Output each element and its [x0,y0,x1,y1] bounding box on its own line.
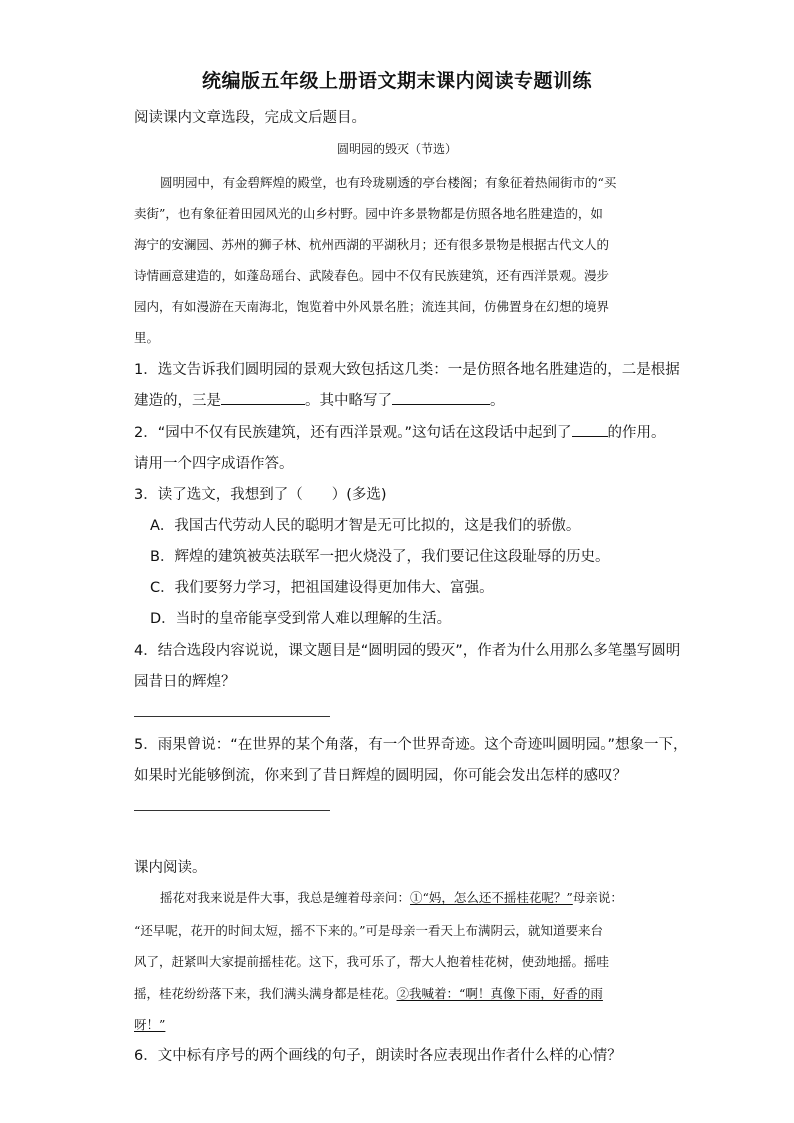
answer-blank[interactable] [221,390,305,405]
passage-line: 园内，有如漫游在天南海北，饱览着中外风景名胜；流连其间，仿佛置身在幻想的境界 [134,299,610,314]
passage-title: 圆明园的毁灭（节选） [336,142,457,156]
underlined-sentence-1: ①“妈，怎么还不摇桂花呢？” [410,890,573,905]
passage2-text: 摇，桂花纷纷落下来，我们满头满身都是桂花。 [134,986,397,1001]
question-2-text-b: 的作用。 [607,425,666,441]
question-2-text-a: 2．“园中不仅有民族建筑，还有西洋景观。”这句话在这段话中起到了 [134,425,572,441]
question-5-line-1: 5．雨果曾说：“在世界的某个角落，有一个世界奇迹。这个奇迹叫圆明园。”想象一下， [134,737,688,753]
question-6-line-1: 6．文中标有序号的两个画线的句子，朗读时各应表现出作者什么样的心情？ [134,1048,622,1064]
answer-line[interactable] [134,716,330,717]
question-2-line-1 [134,421,666,442]
question-1-text-c: 。 [490,393,505,409]
question-5-line-2: 如果时光能够倒流，你来到了昔日辉煌的圆明园，你可能会发出怎样的感叹？ [134,768,627,784]
passage2-line [160,888,623,906]
underlined-sentence-2: ②我喊着：“啊！真像下雨，好香的雨 [396,986,603,1001]
reading-instruction: 阅读课内文章选段，完成文后题目。 [134,110,366,126]
section-heading: 课内阅读。 [134,860,207,876]
question-1-line-2 [134,389,505,410]
question-3-option-a[interactable]: A．我国古代劳动人民的聪明才智是无可比拟的，这是我们的骄傲。 [150,518,581,534]
passage2-line [134,1015,165,1033]
question-3-option-c[interactable]: C．我们要努力学习，把祖国建设得更加伟大、富强。 [150,580,494,596]
passage-line: 海宁的安澜园、苏州的狮子林、杭州西湖的平湖秋月；还有很多景物是根据古代文人的 [134,237,610,252]
question-3-stem: 3．读了选文，我想到了（ ）(多选) [134,487,387,503]
underlined-sentence-2-end: 呀！” [134,1017,166,1032]
passage2-text: 摇花对我来说是件大事，我总是缠着母亲问： [160,890,411,905]
passage-line: 卖街”，也有象征着田园风光的山乡村野。园中许多景物都是仿照各地名胜建造的，如 [134,206,603,221]
page-title: 统编版五年级上册语文期末课内阅读专题训练 [201,70,592,92]
question-4-line-1: 4．结合选段内容说说，课文题目是“圆明园的毁灭”，作者为什么用那么多笔墨写圆明 [134,643,681,659]
answer-line[interactable] [134,810,330,811]
passage2-line [134,984,603,1002]
question-1-text-a: 建造的，三是 [134,393,221,409]
question-1-text-b: 。其中略写了 [305,393,392,409]
question-2-line-2: 请用一个四字成语作答。 [134,456,294,472]
passage2-line: “还早呢，花开的时间太短，摇不下来的。”可是母亲一看天上布满阴云，就知道要来台 [134,923,604,938]
question-3-option-d[interactable]: D．当时的皇帝能享受到常人难以理解的生活。 [150,611,452,627]
passage-line: 里。 [134,330,160,345]
passage2-line: 风了，赶紧叫大家提前摇桂花。这下，我可乐了，帮大人抱着桂花树，使劲地摇。摇哇 [134,954,610,969]
passage-line: 圆明园中，有金碧辉煌的殿堂，也有玲珑剔透的亭台楼阁；有象征着热闹街市的“买 [160,175,617,190]
question-3-option-b[interactable]: B．辉煌的建筑被英法联军一把火烧没了，我们要记住这段耻辱的历史。 [150,549,610,565]
answer-blank[interactable] [392,390,490,405]
answer-blank[interactable] [572,422,608,437]
passage-line: 诗情画意建造的，如蓬岛瑶台、武陵春色。园中不仅有民族建筑，还有西洋景观。漫步 [134,268,610,283]
question-1-line-1: 1．选文告诉我们圆明园的景观大致包括这几类：一是仿照各地名胜建造的，二是根据 [134,362,680,378]
passage2-text: 母亲说： [572,890,623,905]
question-4-line-2: 园昔日的辉煌？ [134,674,236,690]
